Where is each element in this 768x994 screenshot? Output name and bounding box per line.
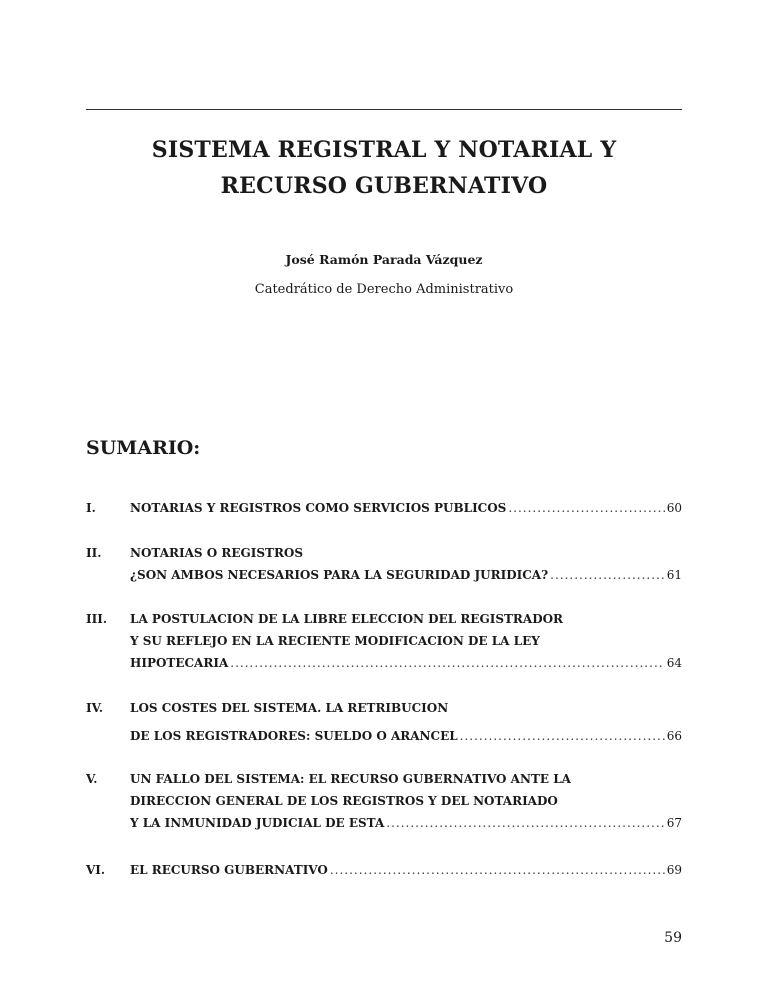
toc-leader-dots — [230, 656, 664, 671]
author-name: José Ramón Parada Vázquez — [285, 252, 483, 267]
toc-title-line: HIPOTECARIA — [130, 656, 229, 670]
title-line-2: RECURSO GUBERNATIVO — [220, 173, 548, 199]
toc-number: II. — [86, 546, 102, 560]
toc-page: 66 — [666, 729, 682, 743]
toc-number: V. — [86, 772, 98, 786]
toc-title-line: UN FALLO DEL SISTEMA: EL RECURSO GUBERNATIVO ANTE LA — [130, 772, 571, 786]
toc-leader-dots — [550, 568, 665, 583]
toc-leader-dots — [460, 729, 665, 744]
toc-title-line: NOTARIAS Y REGISTROS COMO SERVICIOS PUBLICOS — [130, 501, 507, 515]
toc-title-line: LOS COSTES DEL SISTEMA. LA RETRIBUCION — [130, 701, 449, 715]
toc-page: 60 — [666, 501, 682, 515]
toc-leader-dots — [330, 863, 665, 878]
toc-page: 67 — [666, 816, 682, 830]
toc-number: IV. — [86, 701, 104, 715]
toc-title-line: DE LOS REGISTRADORES: SUELDO O ARANCEL — [130, 729, 458, 743]
toc-number: III. — [86, 612, 108, 626]
toc-number: I. — [86, 501, 96, 515]
toc-title-line: LA POSTULACION DE LA LIBRE ELECCION DEL REGISTRADOR — [130, 612, 564, 626]
title-line-1: SISTEMA REGISTRAL Y NOTARIAL Y — [151, 137, 617, 163]
toc-page: 61 — [666, 568, 682, 582]
author-affiliation: Catedrático de Derecho Administrativo — [254, 282, 514, 297]
toc-title-line: NOTARIAS O REGISTROS — [130, 546, 304, 560]
toc-leader-dots — [508, 501, 664, 516]
toc-title-line: DIRECCION GENERAL DE LOS REGISTROS Y DEL NOTARIADO — [130, 794, 558, 808]
toc-page: 69 — [666, 863, 682, 877]
toc-number: VI. — [86, 863, 106, 877]
toc-title-line: Y LA INMUNIDAD JUDICIAL DE ESTA — [130, 816, 385, 830]
toc-title-line: ¿SON AMBOS NECESARIOS PARA LA SEGURIDAD JURIDICA? — [130, 568, 549, 582]
summary-heading: SUMARIO: — [86, 437, 201, 459]
toc-title-line: EL RECURSO GUBERNATIVO — [130, 863, 328, 877]
page-number: 59 — [664, 930, 682, 946]
toc-leader-dots — [386, 816, 664, 831]
top-rule — [86, 109, 682, 110]
article-title — [86, 132, 682, 204]
toc-page: 64 — [666, 656, 682, 670]
toc-title-line: Y SU REFLEJO EN LA RECIENTE MODIFICACION DE LA LEY — [130, 634, 540, 648]
